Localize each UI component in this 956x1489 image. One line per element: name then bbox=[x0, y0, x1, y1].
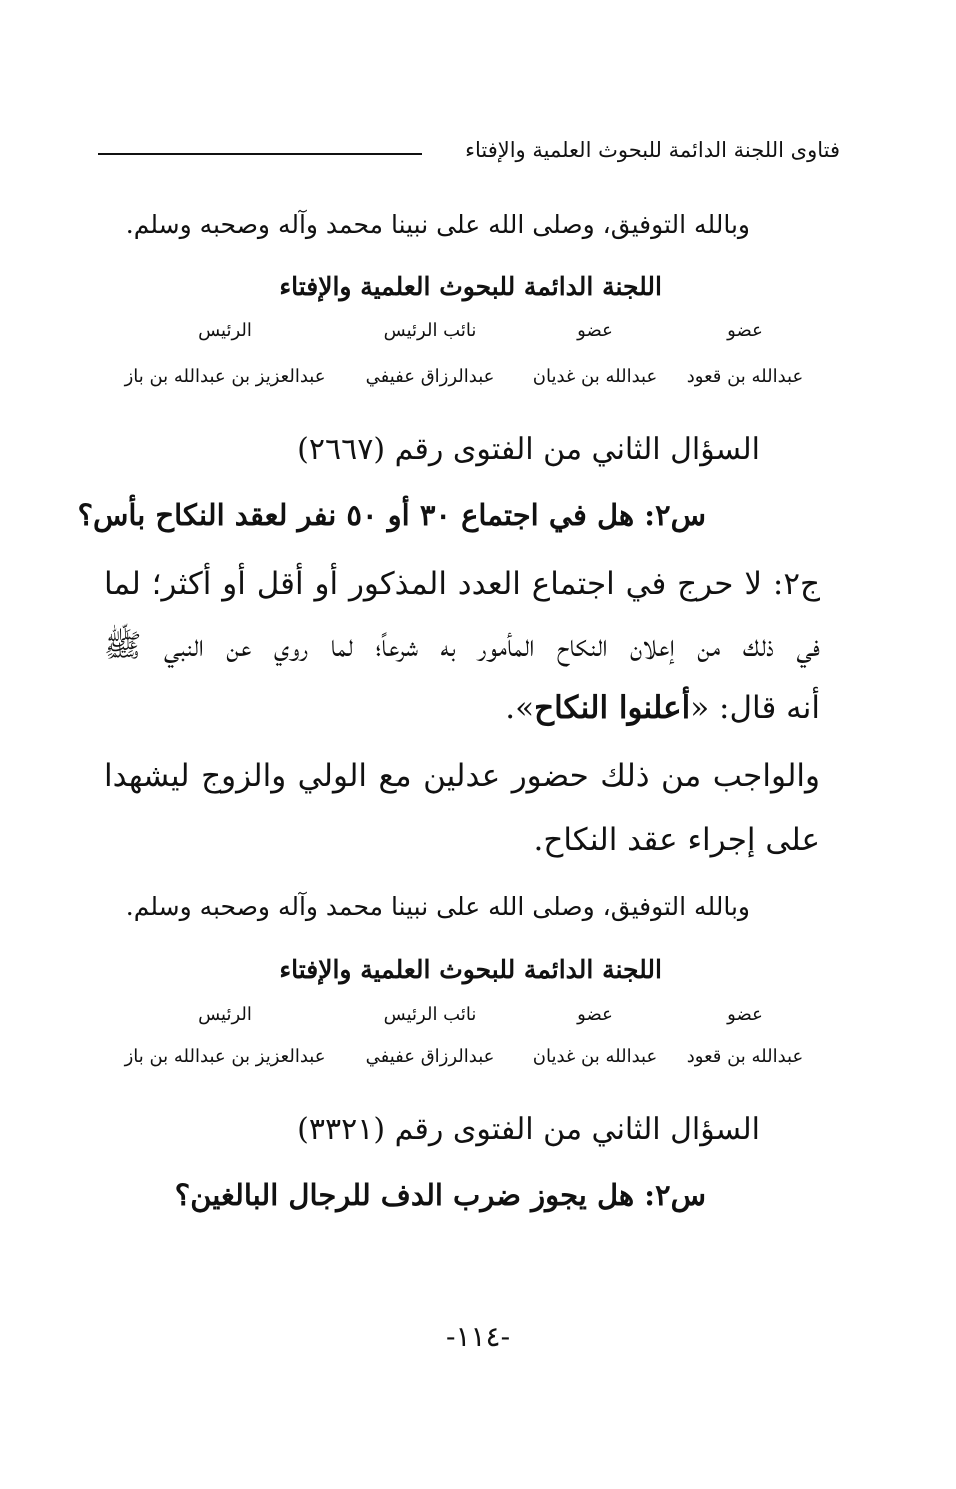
paragraph-line: على إجراء عقد النكاح. bbox=[533, 822, 820, 858]
answer-text: أنه قال: « bbox=[690, 690, 820, 726]
question-text: س٢: هل يجوز ضرب الدف للرجال البالغين؟ bbox=[174, 1178, 706, 1212]
signatory-titles bbox=[110, 1004, 820, 1025]
answer-text: ». bbox=[505, 690, 535, 726]
fatwa-heading: السؤال الثاني من الفتوى رقم (٢٦٦٧) bbox=[297, 432, 760, 467]
question-text: س٢: هل في اجتماع ٣٠ أو ٥٠ نفر لعقد النكاح بأس؟ bbox=[77, 498, 706, 532]
running-header: فتاوى اللجنة الدائمة للبحوث العلمية والإفتاء bbox=[465, 138, 840, 162]
signatory-names bbox=[110, 1046, 820, 1067]
signatory-title: عضو bbox=[577, 320, 613, 341]
signatory-name: عبدالعزيز بن عبدالله بن باز bbox=[124, 1046, 326, 1067]
committee-name: اللجنة الدائمة للبحوث العلمية والإفتاء bbox=[279, 955, 662, 984]
signatory-name: عبدالله بن قعود bbox=[686, 366, 804, 387]
signatory-name: عبدالعزيز بن عبدالله بن باز bbox=[124, 366, 326, 387]
signatory-names bbox=[110, 366, 820, 387]
signatory-title: نائب الرئيس bbox=[383, 1004, 477, 1025]
signatory-name: عبدالرزاق عفيفي bbox=[365, 1046, 495, 1067]
closing-formula: وبالله التوفيق، وصلى الله على نبينا محمد وآله وصحبه وسلم. bbox=[125, 892, 750, 921]
signatory-name: عبدالرزاق عفيفي bbox=[365, 366, 495, 387]
closing-formula: وبالله التوفيق، وصلى الله على نبينا محمد وآله وصحبه وسلم. bbox=[125, 210, 750, 239]
answer-line bbox=[505, 690, 820, 726]
page-number: -١١٤- bbox=[445, 1320, 511, 1353]
hadith-quote: أعلنوا النكاح bbox=[534, 690, 691, 726]
signatory-title: نائب الرئيس bbox=[383, 320, 477, 341]
committee-name: اللجنة الدائمة للبحوث العلمية والإفتاء bbox=[279, 272, 662, 301]
signatory-title: الرئيس bbox=[198, 320, 252, 341]
answer-line: في ذلك من إعلان النكاح المأمور به شرعاً؛ لما روي عن النبي ﷺ bbox=[104, 628, 820, 664]
signatory-title: عضو bbox=[727, 320, 763, 341]
answer-line: ج٢: لا حرج في اجتماع العدد المذكور أو أقل أو أكثر؛ لما bbox=[104, 566, 820, 602]
header-rule bbox=[98, 153, 422, 155]
signatory-name: عبدالله بن غديان bbox=[532, 366, 658, 387]
signatory-name: عبدالله بن غديان bbox=[532, 1046, 658, 1067]
paragraph-line: والواجب من ذلك حضور عدلين مع الولي والزوج ليشهدا bbox=[104, 758, 820, 794]
signatory-title: عضو bbox=[727, 1004, 763, 1025]
signatory-name: عبدالله بن قعود bbox=[686, 1046, 804, 1067]
fatwa-heading: السؤال الثاني من الفتوى رقم (٣٣٢١) bbox=[297, 1112, 760, 1147]
signatory-title: عضو bbox=[577, 1004, 613, 1025]
signatory-titles bbox=[110, 320, 820, 341]
signatory-title: الرئيس bbox=[198, 1004, 252, 1025]
